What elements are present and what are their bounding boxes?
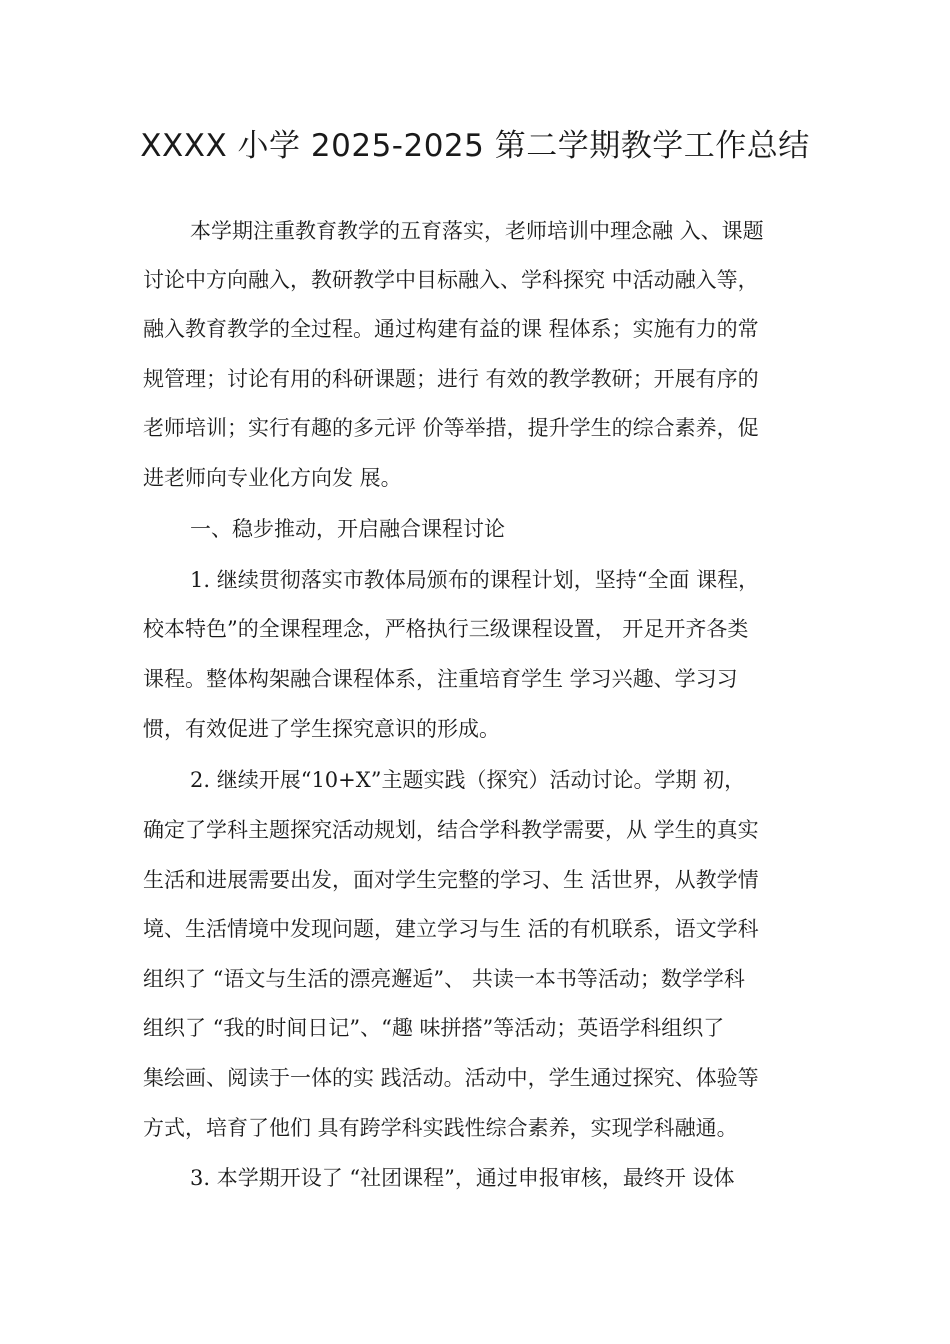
paragraph-line: 融入教育教学的全过程。通过构建有益的课 程体系；实施有力的常 <box>143 317 759 341</box>
paragraph-line: 集绘画、阅读于一体的实 践活动。活动中，学生通过探究、体验等 <box>143 1066 759 1090</box>
section-heading: 一、稳步推动，开启融合课程讨论 <box>190 517 505 541</box>
paragraph-line: 确定了学科主题探究活动规划，结合学科教学需要，从 学生的真实 <box>143 818 759 842</box>
paragraph-line: 本学期注重教育教学的五育落实，老师培训中理念融 入、课题 <box>190 219 764 243</box>
paragraph-line: 惯，有效促进了学生探究意识的形成。 <box>143 717 500 741</box>
paragraph-line: 生活和进展需要出发，面对学生完整的学习、生 活世界，从教学情 <box>143 868 759 892</box>
paragraph-line: 老师培训；实行有趣的多元评 价等举措，提升学生的综合素养，促 <box>143 416 759 440</box>
paragraph-line: 3. 本学期开设了 “社团课程”，通过申报审核，最终开 设体 <box>190 1166 735 1190</box>
paragraph-line: 1. 继续贯彻落实市教体局颁布的课程计划，坚持“全面 课程， <box>190 568 760 592</box>
document-title: XXXX 小学 2025-2025 第二学期教学工作总结 <box>140 128 810 164</box>
paragraph-line: 课程。整体构架融合课程体系，注重培育学生 学习兴趣、学习习 <box>143 667 738 691</box>
paragraph-line: 组织了 “语文与生活的漂亮邂逅”、 共读一本书等活动；数学学科 <box>143 967 745 991</box>
paragraph-line: 进老师向专业化方向发 展。 <box>143 466 402 490</box>
paragraph-line: 讨论中方向融入，教研教学中目标融入、学科探究 中活动融入等， <box>143 268 759 292</box>
paragraph-line: 方式，培育了他们 具有跨学科实践性综合素养，实现学科融通。 <box>143 1116 738 1140</box>
paragraph-line: 境、生活情境中发现问题，建立学习与生 活的有机联系，语文学科 <box>143 917 759 941</box>
paragraph-line: 校本特色”的全课程理念，严格执行三级课程设置， 开足开齐各类 <box>143 617 749 641</box>
paragraph-line: 规管理；讨论有用的科研课题；进行 有效的教学教研；开展有序的 <box>143 367 759 391</box>
paragraph-line: 2. 继续开展“10+X”主题实践（探究）活动讨论。学期 初， <box>190 768 746 792</box>
paragraph-line: 组织了 “我的时间日记”、“趣 味拼搭”等活动；英语学科组织了 <box>143 1016 725 1040</box>
